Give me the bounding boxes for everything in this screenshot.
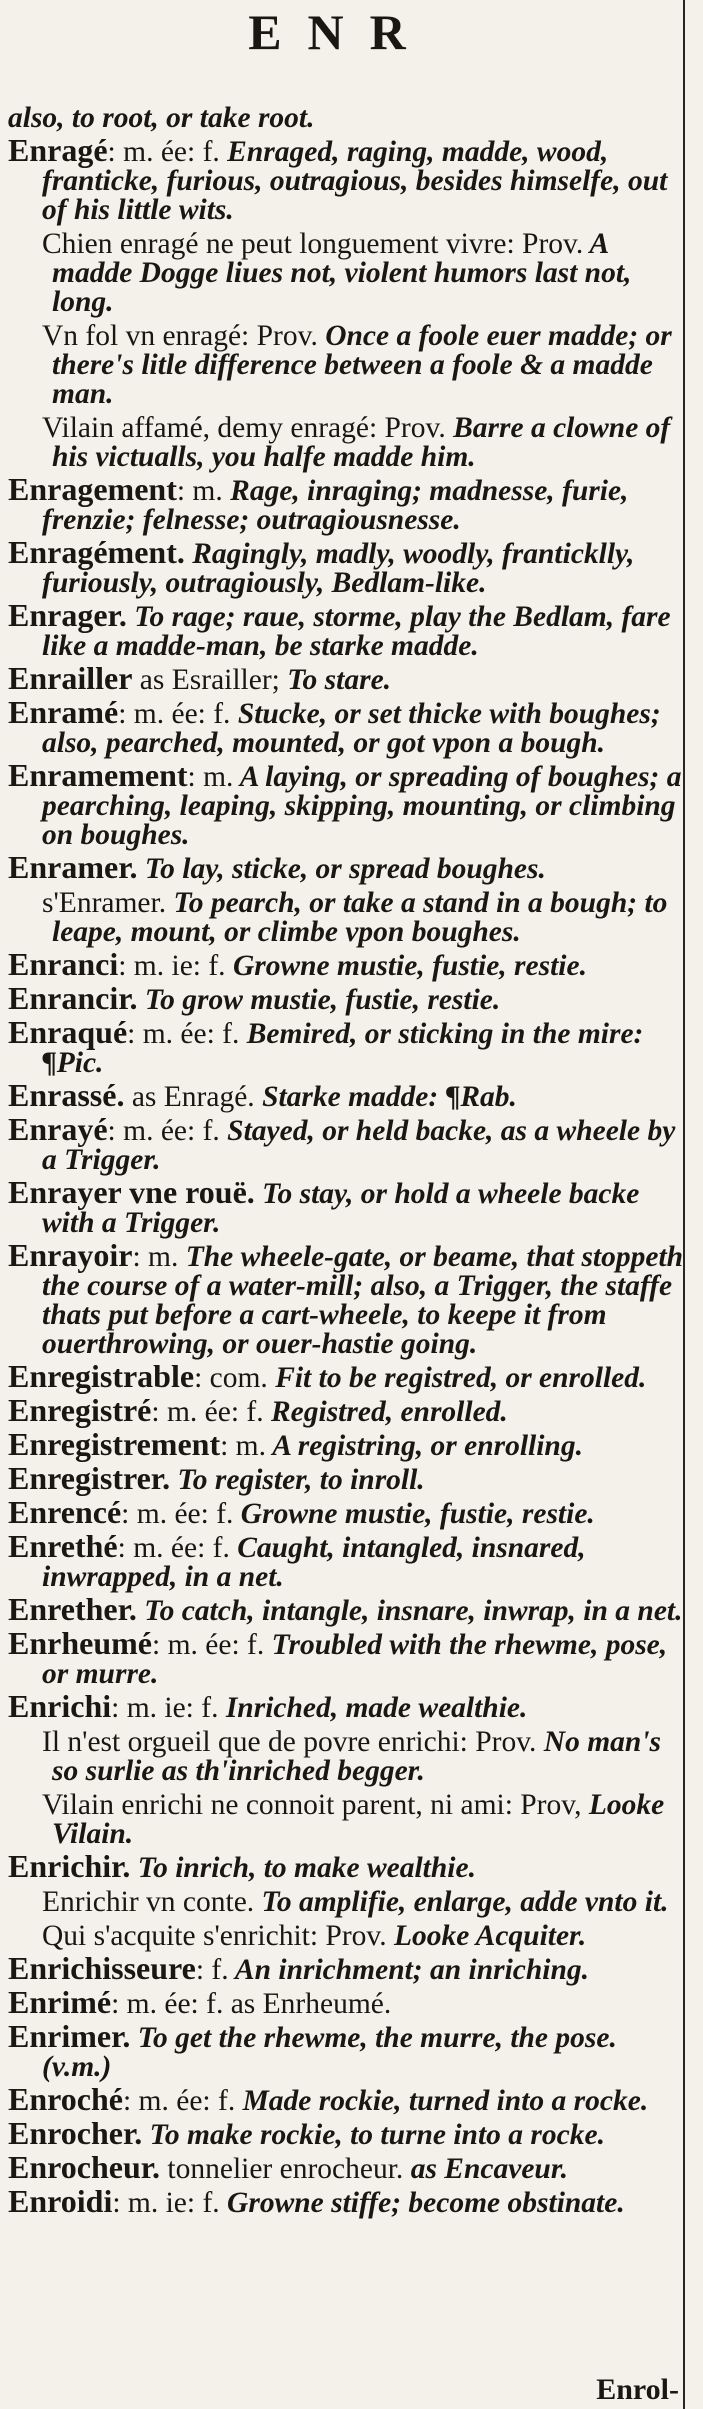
entry-translation: also, to root, or take root. (8, 102, 315, 134)
entry-grammar: as Esrailler; (132, 664, 280, 696)
entry-headword: Enrencé (8, 1494, 122, 1530)
entry-grammar: Vilain affamé, demy enragé: Prov. (42, 412, 446, 444)
entry-headword: Enramé (8, 694, 119, 730)
entry-translation: A madde Dogge liues not, violent humors last not, long. (52, 228, 632, 318)
entry-headword: Enregistrable (8, 1358, 195, 1394)
dictionary-entry (8, 1528, 684, 1593)
entry-translation: A registring, or enrolling. (266, 1430, 583, 1462)
entry-grammar: : m. ée: f. (152, 1629, 265, 1661)
entry-grammar: : m. ée: f. (118, 698, 231, 730)
entry-translation: An inrichment; an inriching. (228, 1954, 590, 1986)
entry-grammar: : m. ée: f. as Enrheumé. (111, 1988, 392, 2020)
dictionary-entry (8, 1014, 684, 1079)
entry-translation: Once a foole euer madde; or there's litle difference between a foole & a madde man. (52, 320, 672, 410)
dictionary-entry (8, 694, 684, 759)
entry-headword: Enragément. (8, 534, 185, 570)
entry-grammar: : m. ée: f. (107, 136, 220, 168)
dictionary-entry (8, 1111, 684, 1176)
entry-grammar: as Enragé. (124, 1081, 255, 1113)
dictionary-entry (8, 132, 684, 226)
entry-headword: Enrheumé (8, 1625, 152, 1661)
entry-grammar: : m. ée: f. (117, 1532, 230, 1564)
dictionary-entry (8, 1848, 684, 1884)
dictionary-entry (8, 228, 684, 317)
entry-grammar: : m. ie: f. (112, 2187, 220, 2219)
dictionary-entry (8, 1591, 684, 1627)
dictionary-entry (8, 2183, 684, 2219)
entry-translation: To register, to inroll. (170, 1464, 425, 1496)
dictionary-entry (8, 1392, 684, 1428)
entry-translation: Caught, intangled, insnared, inwrapped, in a net. (42, 1532, 586, 1593)
catchword: Enrol- (596, 2373, 679, 2406)
entry-headword: Enrayoir (8, 1237, 133, 1273)
entry-translation: Bemired, or sticking in the mire: ¶Pic. (42, 1018, 644, 1079)
entry-grammar: Qui s'acquite s'enrichit: Prov. (42, 1920, 387, 1952)
entry-grammar: Il n'est orgueil que de povre enrichi: Prov. (42, 1726, 537, 1758)
entry-translation: Looke Acquiter. (386, 1920, 587, 1952)
entry-translation: To pearch, or take a stand in a bough; to leape, mount, or climbe vpon boughes. (52, 887, 668, 948)
entry-translation: The wheele-gate, or beame, that stoppeth the course of a water-mill; also, a Trigger, the staffe thats put before a cart-wheele, to keepe it from ouerthrowing, or ouer-hastie going. (42, 1241, 684, 1360)
entry-headword: Enrimer. (8, 2018, 131, 2054)
dictionary-entry (8, 534, 684, 599)
entry-translation: Stucke, or set thicke with boughes; also, pearched, mounted, or got vpon a bough. (42, 698, 661, 759)
dictionary-entry (8, 471, 684, 536)
page-header: ENR (248, 4, 432, 60)
entry-headword: Enregistré (8, 1392, 152, 1428)
dictionary-entry (8, 1789, 684, 1849)
dictionary-entry (8, 757, 684, 851)
entry-grammar: Vn fol vn enragé: Prov. (42, 320, 318, 352)
dictionary-entry (8, 660, 684, 696)
entry-grammar: Vilain enrichi ne connoit parent, ni ami: Prov, (42, 1789, 582, 1821)
entry-translation: To inrich, to make wealthie. (130, 1852, 476, 1884)
entry-headword: Enramer. (8, 849, 138, 885)
dictionary-entry (8, 887, 684, 947)
entry-grammar: : m. ée: f. (107, 1115, 220, 1147)
entry-translation: Registred, enrolled. (263, 1396, 508, 1428)
entry-grammar: tonnelier enrocheur. (160, 2153, 404, 2185)
entry-grammar: : m. ie: f. (111, 1692, 219, 1724)
entry-grammar: Enrichir vn conte. (42, 1886, 255, 1918)
dictionary-entry (8, 946, 684, 982)
dictionary-entry (8, 1688, 684, 1724)
entry-translation: as Encaveur. (403, 2153, 569, 2185)
entry-headword: Enranci (8, 946, 119, 982)
entry-translation: To grow mustie, fustie, restie. (137, 984, 501, 1016)
entry-headword: Enragement (8, 471, 177, 507)
entry-headword: Enrassé. (8, 1077, 125, 1113)
entry-headword: Enrailler (8, 660, 133, 696)
entry-headword: Enramement (8, 757, 188, 793)
dictionary-entry (8, 980, 684, 1016)
dictionary-entry (8, 2149, 684, 2185)
entry-translation: To catch, intangle, insnare, inwrap, in a net. (136, 1595, 683, 1627)
entry-grammar: : m. (220, 1430, 267, 1462)
entry-translation: To get the rhewme, the murre, the pose. (v.m.) (42, 2022, 617, 2083)
dictionary-entry (8, 1460, 684, 1496)
entry-translation: Enraged, raging, madde, wood, franticke, furious, outragious, besides himselfe, out of his little wits. (42, 136, 668, 226)
entry-list (8, 102, 684, 2221)
entry-headword: Enrimé (8, 1984, 112, 2020)
entry-headword: Enrayé (8, 1111, 108, 1147)
entry-headword: Enregistrement (8, 1426, 221, 1462)
entry-translation: No man's so surlie as th'inriched begger. (52, 1726, 661, 1787)
entry-grammar: : f. (195, 1954, 229, 1986)
dictionary-entry (8, 1174, 684, 1239)
entry-grammar: : m. ée: f. (151, 1396, 264, 1428)
entry-headword: Enrethé (8, 1528, 118, 1564)
entry-translation: To stay, or hold a wheele backe with a Trigger. (42, 1178, 640, 1239)
entry-grammar: : m. (187, 761, 234, 793)
entry-translation: Starke madde: ¶Rab. (254, 1081, 517, 1113)
dictionary-entry (8, 1358, 684, 1394)
dictionary-entry (8, 1494, 684, 1530)
entry-headword: Enrocher. (8, 2115, 143, 2151)
dictionary-entry (8, 1886, 684, 1917)
entry-grammar: s'Enramer. (42, 887, 167, 919)
dictionary-entry (8, 2081, 684, 2117)
dictionary-entry (8, 1920, 684, 1951)
entry-translation: Rage, inraging; madnesse, furie, frenzie; felnesse; outragiousnesse. (42, 475, 629, 536)
entry-headword: Enrayer vne rouë. (8, 1174, 255, 1210)
entry-translation: Fit to be registred, or enrolled. (267, 1362, 647, 1394)
entry-grammar: : m. (132, 1241, 179, 1273)
entry-grammar: : m. (176, 475, 223, 507)
dictionary-entry (8, 1950, 684, 1986)
dictionary-entry (8, 412, 684, 472)
entry-headword: Enrether. (8, 1591, 137, 1627)
dictionary-entry (8, 1077, 684, 1113)
entry-translation: A laying, or spreading of boughes; a pearching, leaping, skipping, mounting, or climbing on boughes. (42, 761, 682, 851)
entry-translation: Growne stiffe; become obstinate. (219, 2187, 625, 2219)
dictionary-entry (8, 1237, 684, 1360)
entry-grammar: : m. ée: f. (122, 2085, 236, 2117)
entry-headword: Enrichir. (8, 1848, 131, 1884)
entry-headword: Enrichi (8, 1688, 112, 1724)
dictionary-entry (8, 2115, 684, 2151)
dictionary-entry (8, 102, 684, 133)
entry-translation: To make rockie, to turne into a rocke. (142, 2119, 605, 2151)
dictionary-entry (8, 1426, 684, 1462)
entry-headword: Enrichisseure (8, 1950, 196, 1986)
dictionary-entry (8, 1625, 684, 1690)
entry-grammar: : m. ie: f. (118, 950, 226, 982)
entry-headword: Enraqué (8, 1014, 128, 1050)
entry-grammar: : m. ée: f. (121, 1498, 234, 1530)
entry-translation: To stare. (279, 664, 392, 696)
entry-translation: Barre a clowne of his victualls, you halfe madde him. (52, 412, 671, 473)
entry-grammar: : com. (194, 1362, 268, 1394)
entry-translation: To lay, sticke, or spread boughes. (137, 853, 546, 885)
entry-translation: Troubled with the rhewme, pose, or murre. (42, 1629, 668, 1690)
entry-translation: Inriched, made wealthie. (218, 1692, 528, 1724)
entry-translation: Looke Vilain. (52, 1789, 665, 1850)
entry-headword: Enrocheur. (8, 2149, 161, 2185)
entry-translation: To amplifie, enlarge, adde vnto it. (254, 1886, 669, 1918)
entry-translation: Made rockie, turned into a rocke. (235, 2085, 649, 2117)
entry-headword: Enrager. (8, 597, 127, 633)
entry-translation: Ragingly, madly, woodly, franticklly, furiously, outragiously, Bedlam-like. (42, 538, 635, 599)
entry-grammar: : m. ée: f. (127, 1018, 240, 1050)
dictionary-entry (8, 1984, 684, 2020)
entry-translation: Stayed, or held backe, as a wheele by a Trigger. (42, 1115, 676, 1176)
entry-translation: Growne mustie, fustie, restie. (233, 1498, 595, 1530)
entry-headword: Enregistrer. (8, 1460, 171, 1496)
dictionary-entry (8, 320, 684, 409)
entry-translation: To rage; raue, storme, play the Bedlam, fare like a madde-man, be starke madde. (42, 601, 671, 662)
entry-grammar: Chien enragé ne peut longuement vivre: Prov. (42, 228, 584, 260)
entry-headword: Enragé (8, 132, 108, 168)
entry-headword: Enroidi (8, 2183, 113, 2219)
entry-headword: Enrancir. (8, 980, 138, 1016)
dictionary-entry (8, 2018, 684, 2083)
entry-headword: Enroché (8, 2081, 123, 2117)
dictionary-entry (8, 597, 684, 662)
entry-translation: Growne mustie, fustie, restie. (225, 950, 587, 982)
dictionary-entry (8, 849, 684, 885)
dictionary-entry (8, 1726, 684, 1786)
